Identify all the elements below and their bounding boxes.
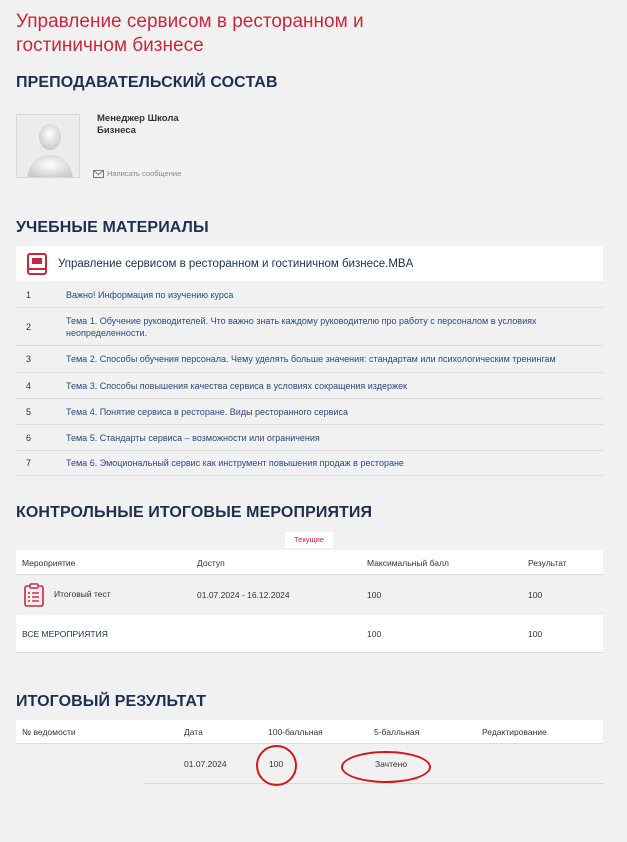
material-row[interactable] [16,373,603,399]
col-score100: 100-балльная [268,727,323,737]
material-row[interactable] [16,399,603,425]
col-event: Мероприятие [22,558,76,568]
event-result: 100 [528,590,543,600]
event-access: 01.07.2024 - 16.12.2024 [197,590,290,600]
material-row[interactable] [16,283,603,308]
col-max-score: Максимальный балл [367,558,449,568]
material-number: 3 [26,354,32,364]
material-row[interactable] [16,451,603,476]
clipboard-icon [24,583,44,607]
material-number: 5 [26,406,32,417]
material-row[interactable] [16,346,603,373]
course-header[interactable] [16,246,603,281]
material-link[interactable]: Тема 4. Понятие сервиса в ресторане. Виды ресторанного сервиса [66,406,348,417]
book-icon [26,253,48,275]
teacher-name[interactable]: Менеджер Школа Бизнеса [97,113,179,136]
write-message-link[interactable] [93,169,181,178]
annotation-circle-score5 [341,751,431,783]
material-number: 7 [26,458,32,468]
col-edit: Редактирование [482,727,547,737]
material-number: 4 [26,380,32,391]
control-event-row[interactable] [16,575,603,615]
course-title: Управление сервисом в ресторанном и гостиничном бизнесе.MBA [58,257,414,270]
material-row[interactable] [16,425,603,451]
control-table-header [16,550,603,575]
user-silhouette-icon [17,115,80,178]
envelope-icon [93,170,104,178]
write-message-label: Написать сообщение [107,169,182,178]
material-link[interactable]: Тема 2. Способы обучения персонала. Чему уделять больше значения: стандартам или психологическим тренингам [66,354,556,364]
col-result: Результат [528,558,567,568]
event-name-link[interactable]: Итоговый тест [54,589,111,599]
total-max-score: 100 [367,629,382,639]
material-link[interactable]: Важно! Информация по изучению курса [66,290,234,300]
material-link[interactable]: Тема 6. Эмоциональный сервис как инструмент повышения продаж в ресторане [66,458,404,468]
teacher-avatar [16,114,80,178]
material-number: 6 [26,432,32,443]
tab-current[interactable]: Текущие [285,532,333,548]
final-score5: Зачтено [375,759,408,769]
final-score100: 100 [269,759,284,769]
final-heading: ИТОГОВЫЙ РЕЗУЛЬТАТ [16,693,207,710]
page-title: Управление сервисом в ресторанном и гостиничном бизнесе [16,11,364,56]
material-row[interactable] [16,308,603,346]
final-result-row [16,744,603,784]
final-date: 01.07.2024 [184,759,227,769]
material-number: 2 [26,321,32,332]
material-link[interactable]: Тема 1. Обучение руководителей. Что важно знать каждому руководителю про работу с персоналом в условиях неопределенности. [66,315,537,338]
annotation-circle-score100 [256,745,297,786]
col-date: Дата [184,727,203,737]
materials-heading: УЧЕБНЫЕ МАТЕРИАЛЫ [16,219,209,236]
control-total-row [16,615,603,653]
material-link[interactable]: Тема 3. Способы повышения качества сервиса в условиях сокращения издержек [66,380,407,391]
final-row-divider [144,783,603,784]
material-number: 1 [26,290,32,300]
col-score5: 5-балльная [374,727,420,737]
col-sheet-no: № ведомости [22,727,76,737]
event-max-score: 100 [367,590,382,600]
final-table-header [16,720,603,744]
teachers-heading: ПРЕПОДАВАТЕЛЬСКИЙ СОСТАВ [16,74,278,91]
total-result: 100 [528,629,543,639]
col-access: Доступ [197,558,225,568]
total-label: ВСЕ МЕРОПРИЯТИЯ [22,629,108,639]
control-heading: КОНТРОЛЬНЫЕ ИТОГОВЫЕ МЕРОПРИЯТИЯ [16,504,373,521]
material-link[interactable]: Тема 5. Стандарты сервиса – возможности или ограничения [66,432,320,443]
